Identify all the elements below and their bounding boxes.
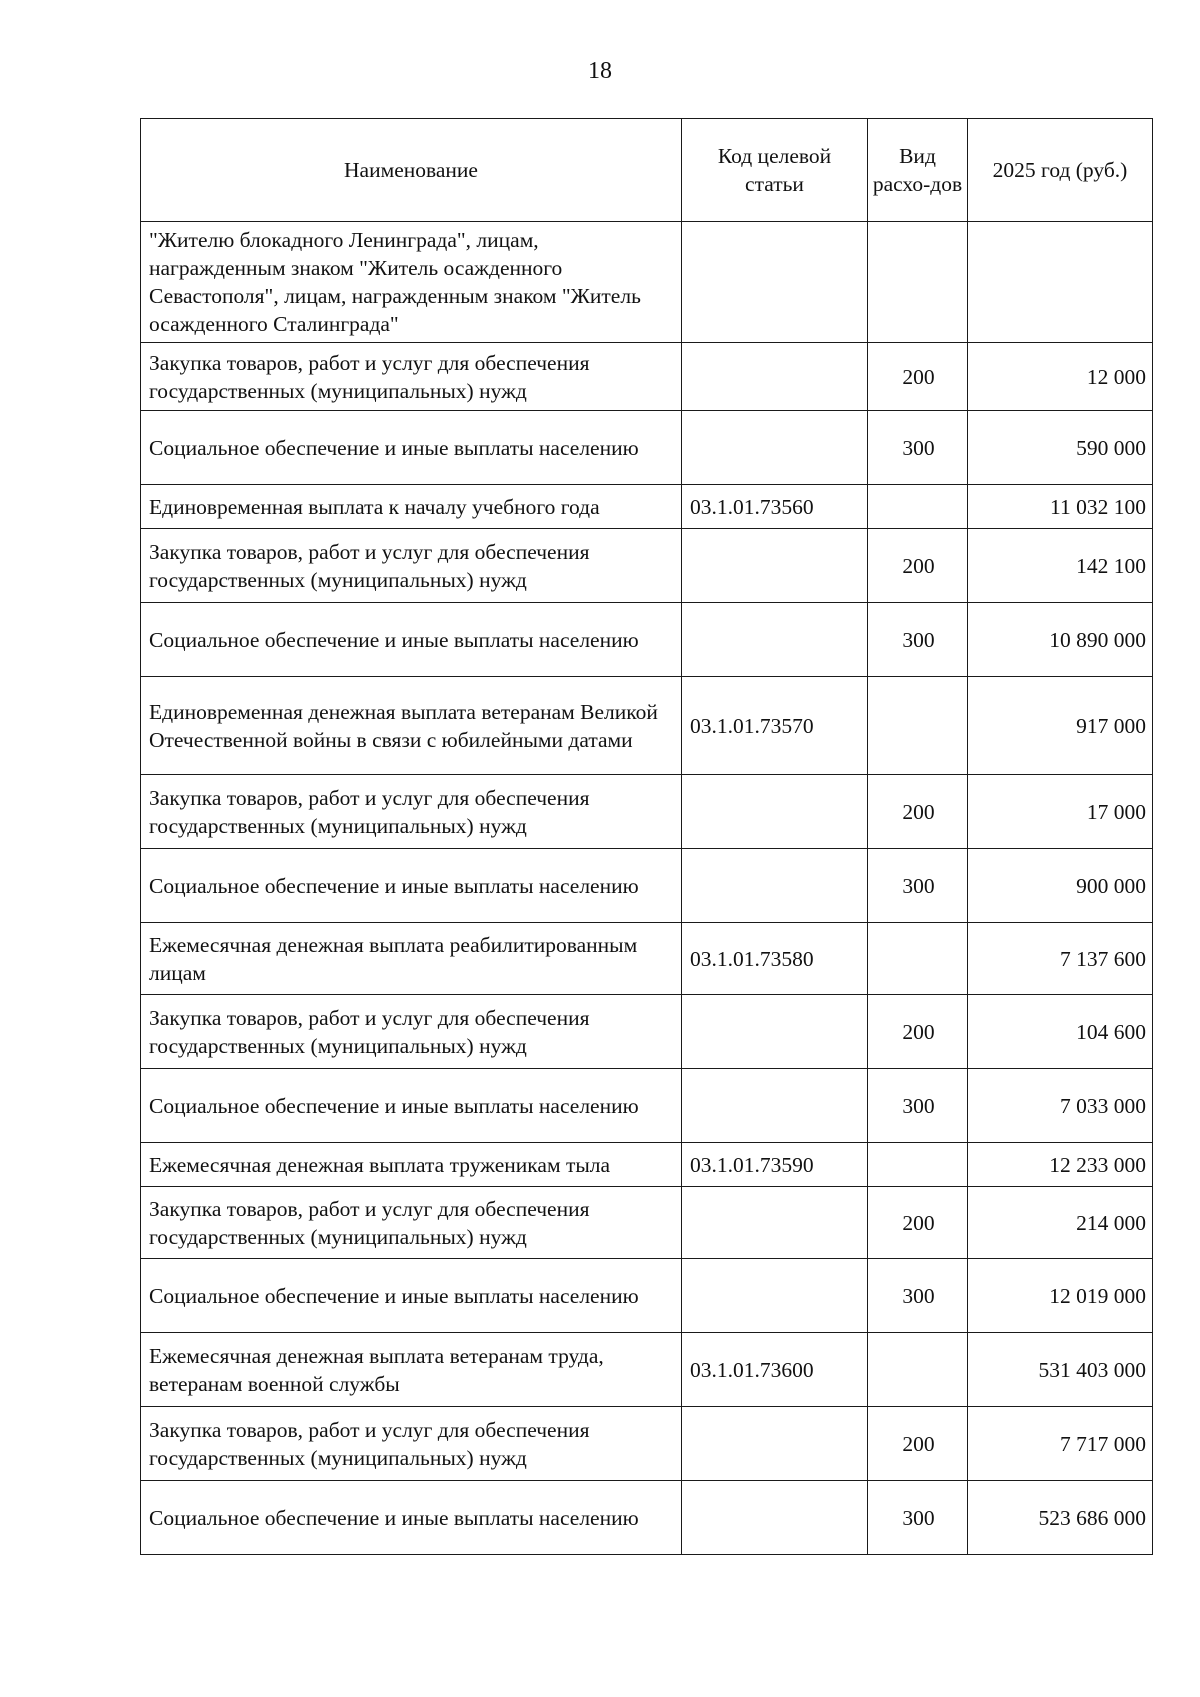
table-row [141,603,1153,677]
row-code [682,343,868,411]
table-row [141,1407,1153,1481]
row-name: Закупка товаров, работ и услуг для обеспечения государственных (муниципальных) нужд [141,995,682,1069]
page-number: 18 [588,58,612,84]
table-row [141,529,1153,603]
row-name: Ежемесячная денежная выплата реабилитированным лицам [141,923,682,995]
row-kind: 300 [868,1481,968,1555]
row-amount: 104 600 [968,995,1153,1069]
table-row [141,995,1153,1069]
row-amount: 12 019 000 [968,1259,1153,1333]
row-amount: 17 000 [968,775,1153,849]
row-code [682,995,868,1069]
table-body [141,222,1153,1555]
row-name: Социальное обеспечение и иные выплаты населению [141,1481,682,1555]
row-name: Социальное обеспечение и иные выплаты населению [141,849,682,923]
row-amount: 7 717 000 [968,1407,1153,1481]
header-amount: 2025 год (руб.) [968,119,1153,222]
row-name: Социальное обеспечение и иные выплаты населению [141,1259,682,1333]
row-amount: 917 000 [968,677,1153,775]
row-code: 03.1.01.73600 [682,1333,868,1407]
row-kind: 300 [868,1069,968,1143]
row-name: Ежемесячная денежная выплата ветеранам труда, ветеранам военной службы [141,1333,682,1407]
row-code [682,529,868,603]
row-name: Социальное обеспечение и иные выплаты населению [141,603,682,677]
row-amount: 7 033 000 [968,1069,1153,1143]
row-name: Социальное обеспечение и иные выплаты населению [141,411,682,485]
row-kind [868,485,968,529]
row-name: Социальное обеспечение и иные выплаты населению [141,1069,682,1143]
row-amount: 900 000 [968,849,1153,923]
row-kind: 300 [868,849,968,923]
row-code [682,849,868,923]
row-code [682,1069,868,1143]
row-code: 03.1.01.73580 [682,923,868,995]
row-amount: 7 137 600 [968,923,1153,995]
table-row [141,1333,1153,1407]
row-amount: 531 403 000 [968,1333,1153,1407]
row-name: Ежемесячная денежная выплата труженикам тыла [141,1143,682,1187]
row-kind: 300 [868,1259,968,1333]
row-amount: 523 686 000 [968,1481,1153,1555]
row-name: Закупка товаров, работ и услуг для обеспечения государственных (муниципальных) нужд [141,529,682,603]
row-kind: 300 [868,411,968,485]
row-code [682,1481,868,1555]
row-code [682,775,868,849]
table-row [141,485,1153,529]
row-amount: 142 100 [968,529,1153,603]
row-code [682,1187,868,1259]
row-kind: 200 [868,1407,968,1481]
table-row [141,1187,1153,1259]
row-kind: 300 [868,603,968,677]
table-row [141,222,1153,343]
row-kind: 200 [868,1187,968,1259]
row-code: 03.1.01.73560 [682,485,868,529]
row-name: Закупка товаров, работ и услуг для обеспечения государственных (муниципальных) нужд [141,1407,682,1481]
table-row [141,677,1153,775]
row-code [682,1407,868,1481]
row-name: "Жителю блокадного Ленинграда", лицам, награжденным знаком "Житель осажденного Севастополя", лицам, награжденным знаком "Житель осажденного Сталинграда" [141,222,682,343]
row-kind: 200 [868,343,968,411]
row-code [682,603,868,677]
row-name: Единовременная денежная выплата ветеранам Великой Отечественной войны в связи с юбилейными датами [141,677,682,775]
row-name: Закупка товаров, работ и услуг для обеспечения государственных (муниципальных) нужд [141,343,682,411]
row-amount: 10 890 000 [968,603,1153,677]
row-amount: 214 000 [968,1187,1153,1259]
row-kind: 200 [868,775,968,849]
table-row [141,1481,1153,1555]
row-kind [868,1143,968,1187]
table-row [141,923,1153,995]
header-row [141,119,1153,222]
table-row [141,849,1153,923]
row-kind [868,677,968,775]
header-code: Код целевой статьи [682,119,868,222]
table-row [141,775,1153,849]
row-name: Закупка товаров, работ и услуг для обеспечения государственных (муниципальных) нужд [141,1187,682,1259]
row-amount: 590 000 [968,411,1153,485]
row-kind: 200 [868,529,968,603]
row-code [682,411,868,485]
row-kind [868,1333,968,1407]
row-code: 03.1.01.73570 [682,677,868,775]
row-amount: 12 000 [968,343,1153,411]
table-row [141,1259,1153,1333]
header-name: Наименование [141,119,682,222]
row-amount [968,222,1153,343]
row-kind: 200 [868,995,968,1069]
row-name: Закупка товаров, работ и услуг для обеспечения государственных (муниципальных) нужд [141,775,682,849]
row-code [682,222,868,343]
row-amount: 12 233 000 [968,1143,1153,1187]
row-name: Единовременная выплата к началу учебного года [141,485,682,529]
table-row [141,1143,1153,1187]
row-code: 03.1.01.73590 [682,1143,868,1187]
row-kind [868,222,968,343]
table-row [141,1069,1153,1143]
row-kind [868,923,968,995]
row-amount: 11 032 100 [968,485,1153,529]
table-header [141,119,1153,222]
budget-table [140,118,1153,1555]
table-row [141,411,1153,485]
row-code [682,1259,868,1333]
table-row [141,343,1153,411]
header-kind: Вид расхо-дов [868,119,968,222]
